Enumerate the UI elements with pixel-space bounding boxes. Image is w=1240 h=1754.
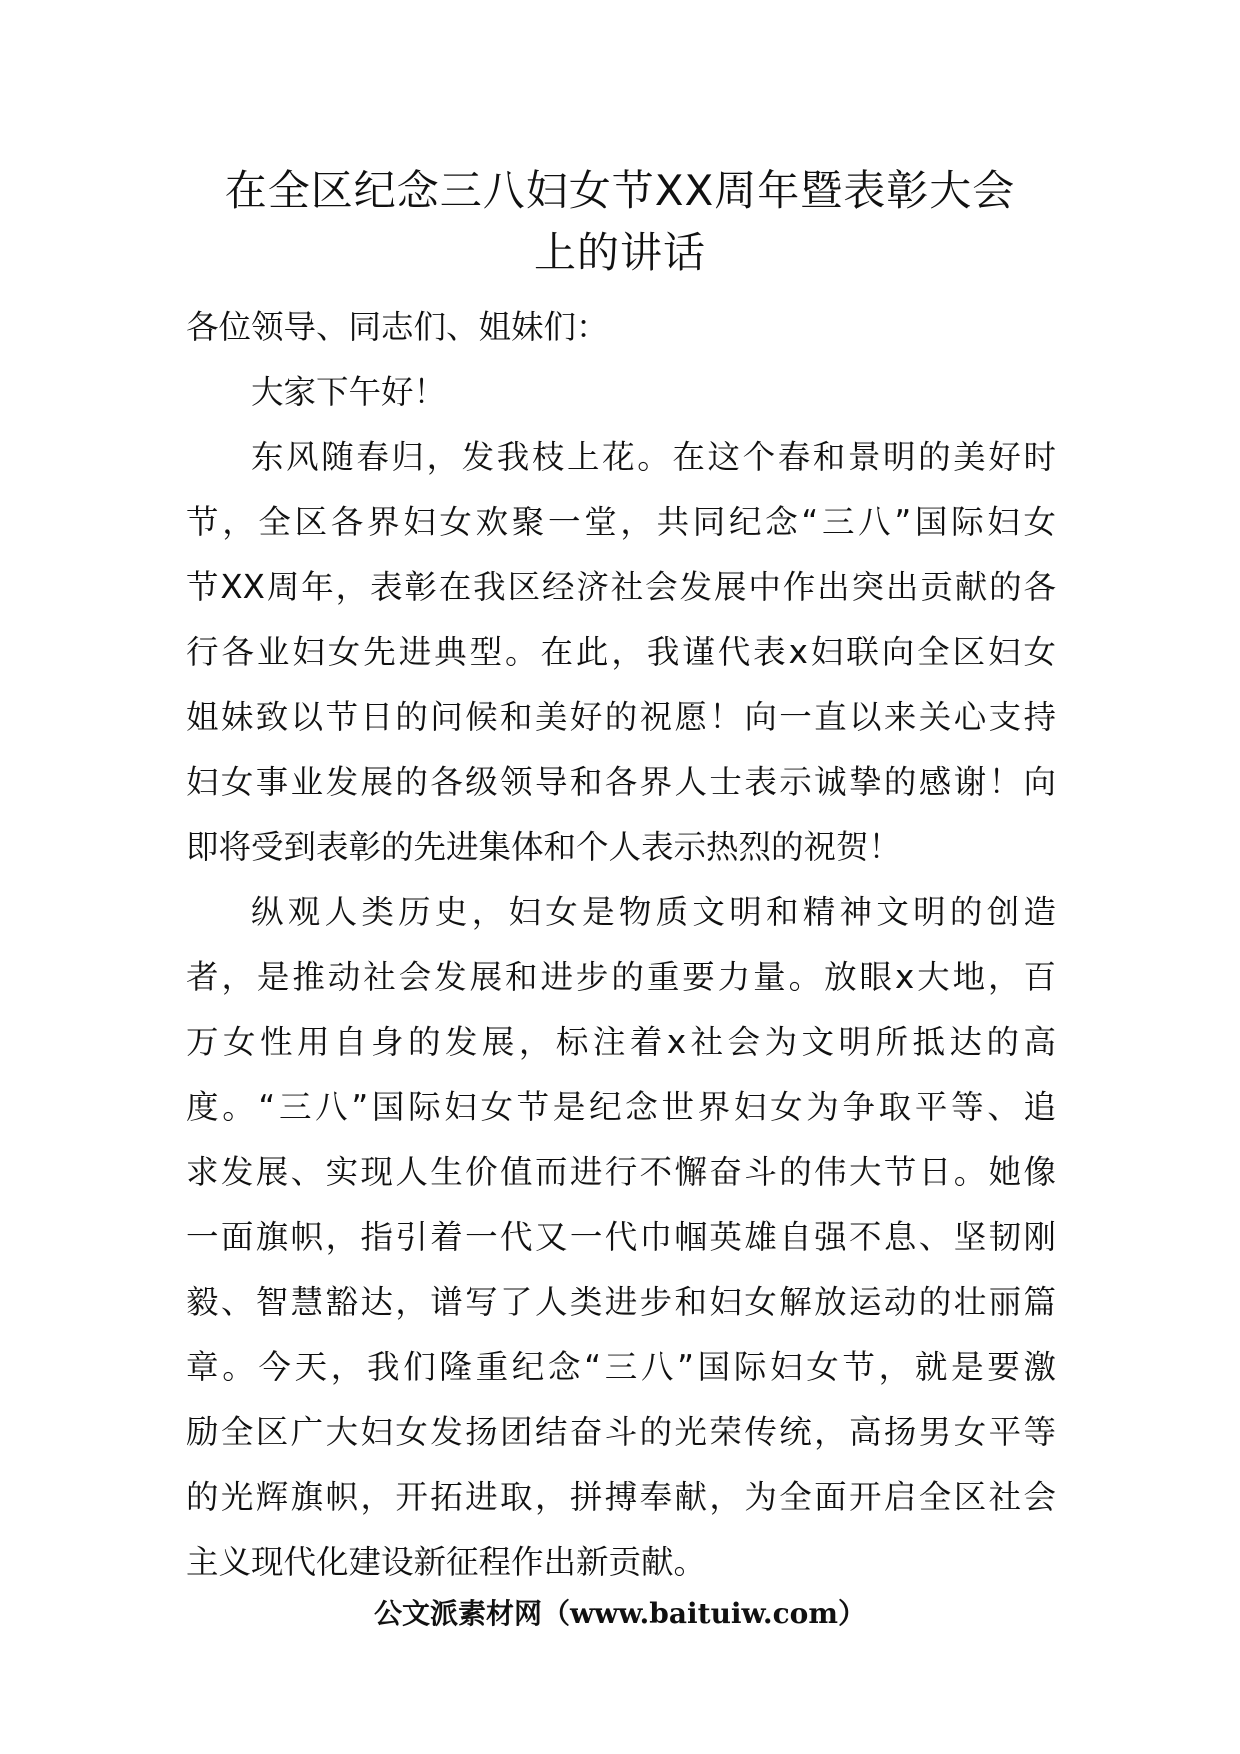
paragraph-line: 妇女事业发展的各级领导和各界人士表示诚挚的感谢！向 <box>186 763 1056 801</box>
paragraph-line: 的光辉旗帜，开拓进取，拼搏奉献，为全面开启全区社会 <box>186 1478 1056 1516</box>
greeting: 大家下午好！ <box>251 373 447 411</box>
document-body <box>186 295 1056 1595</box>
paragraph-line: 东风随春归，发我枝上花。在这个春和景明的美好时 <box>251 438 1056 476</box>
salutation: 各位领导、同志们、姐妹们： <box>186 308 609 346</box>
paragraph-line: 者，是推动社会发展和进步的重要力量。放眼x大地，百 <box>186 958 1056 996</box>
document-title <box>150 160 1090 284</box>
paragraph-line: 度。“三八”国际妇女节是纪念世界妇女为争取平等、追 <box>186 1088 1056 1126</box>
paragraph-1 <box>186 425 1056 880</box>
paragraph-line: 万女性用自身的发展，标注着x社会为文明所抵达的高 <box>186 1023 1056 1061</box>
paragraph-line: 章。今天，我们隆重纪念“三八”国际妇女节，就是要激 <box>186 1348 1056 1386</box>
paragraph-line: 节，全区各界妇女欢聚一堂，共同纪念“三八”国际妇女 <box>186 503 1056 541</box>
paragraph-line: 主义现代化建设新征程作出新贡献。 <box>186 1543 707 1581</box>
paragraph-line: 励全区广大妇女发扬团结奋斗的光荣传统，高扬男女平等 <box>186 1413 1056 1451</box>
paragraph-line: 求发展、实现人生价值而进行不懈奋斗的伟大节日。她像 <box>186 1153 1056 1191</box>
title-line-2: 上的讲话 <box>533 228 706 277</box>
footer-source-credit: 公文派素材网（www.baituiw.com） <box>374 1597 866 1630</box>
paragraph-line: 纵观人类历史，妇女是物质文明和精神文明的创造 <box>251 893 1056 931</box>
paragraph-line: 即将受到表彰的先进集体和个人表示热烈的祝贺！ <box>186 828 902 866</box>
title-line-1: 在全区纪念三八妇女节XX周年暨表彰大会 <box>224 166 1016 215</box>
paragraph-line: 节XX周年，表彰在我区经济社会发展中作出突出贡献的各 <box>186 568 1056 606</box>
paragraph-2 <box>186 880 1056 1595</box>
paragraph-line: 姐妹致以节日的问候和美好的祝愿！向一直以来关心支持 <box>186 698 1056 736</box>
paragraph-line: 行各业妇女先进典型。在此，我谨代表x妇联向全区妇女 <box>186 633 1056 671</box>
paragraph-line: 毅、智慧豁达，谱写了人类进步和妇女解放运动的壮丽篇 <box>186 1283 1056 1321</box>
paragraph-line: 一面旗帜，指引着一代又一代巾帼英雄自强不息、坚韧刚 <box>186 1218 1056 1256</box>
